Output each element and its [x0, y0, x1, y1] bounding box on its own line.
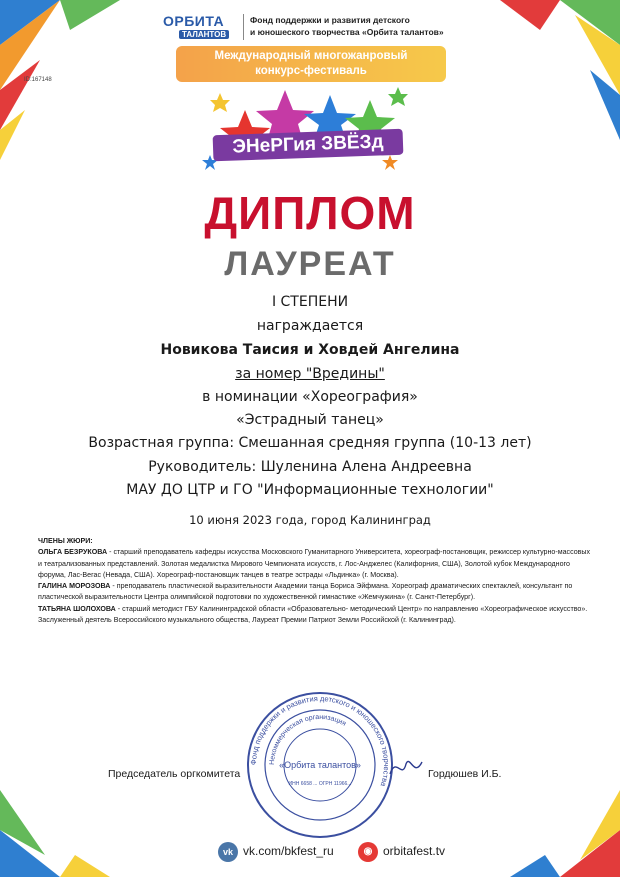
performance-number: за номер "Вредины": [235, 366, 385, 382]
orbita-logo: [163, 13, 241, 41]
banner-line-1: Международный многожанровый: [214, 50, 408, 62]
header-divider: [243, 14, 244, 40]
jury-member-bio: - старший преподаватель кафедры искусства Московского Гуманитарного Университета, хореограф-постановщик, режиссер культурно-массовых и театрализованных представлений. Золотая медалистка Мирового Чемпионата искусств, г. Лос-Анджелес (Калифорния, США), Золотой кубок Международного форума, Лас-Вегас (Невада, США). Хореограф-постановщик танцев в театре эстрады «Льдинка» (г. Москва).: [38, 548, 591, 579]
chair-signature: [388, 752, 428, 782]
decor-tri-tl-green: [60, 0, 120, 30]
organization: МАУ ДО ЦТР и ГО "Информационные технологии": [126, 482, 494, 498]
awarded-label: награждается: [256, 318, 364, 334]
decor-tri-bl-yellow: [60, 855, 110, 877]
orbitafest-link-text: orbitafest.tv: [383, 844, 446, 859]
chair-label: Председатель оргкомитета: [108, 768, 241, 780]
festival-banner: [176, 46, 446, 82]
jury-member-bio: - преподаватель пластической выразительности Академии танца Бориса Эйфмана. Хореограф драматических спектаклей, консультант по пластической выразительности Центра олимпийской подготовки по художественной гимнастике «Жемчужина» (г. Санкт-Петербург).: [38, 582, 573, 602]
jury-member: [38, 547, 594, 581]
jury-member-bio: - старший методист ГБУ Калининградской области «Образовательно- методический Центр» по направлению «Хореографическое искусство». Заслуженный деятель Всероссийского музыкального общества, Лауреат Премии Патриот Земли Российской (г. Калининград).: [38, 604, 588, 625]
awardee-names: Новикова Таисия и Ховдей Ангелина: [160, 342, 460, 358]
star-small-orange-icon: [382, 155, 398, 170]
degree: I СТЕПЕНИ: [271, 294, 349, 310]
nomination: в номинации «Хореография»: [202, 389, 418, 405]
date-place: 10 июня 2023 года, город Калининград: [189, 513, 431, 527]
jury-section: [38, 536, 594, 626]
laureate-rank: ЛАУРЕАТ: [224, 245, 396, 283]
orbitafest-link[interactable]: [358, 842, 445, 862]
jury-member: [38, 604, 594, 627]
age-group: Возрастная группа: Смешанная средняя группа (10-13 лет): [88, 435, 532, 451]
logo-word-text: ЭНеРГия ЗВЁЗд: [232, 131, 384, 158]
stamp-center-text: «Орбита талантов»: [279, 760, 361, 770]
vk-link-text: vk.com/bkfest_ru: [243, 844, 334, 859]
decor-tri-tr-red: [500, 0, 560, 30]
vk-link[interactable]: [218, 842, 334, 862]
stamp-codes: ИНН 6658 ... ОГРН 11966...: [288, 781, 352, 787]
jury-heading: ЧЛЕНЫ ЖЮРИ:: [38, 537, 93, 545]
organization-stamp: [245, 690, 395, 840]
decor-tri-br-red: [560, 830, 620, 877]
jury-member-name: ТАТЬЯНА ШОЛОХОВА: [38, 604, 116, 613]
banner-line-2: конкурс-фестиваль: [255, 65, 367, 77]
id-number: ID:167148: [24, 77, 52, 83]
fund-line-2: и юношеского творчества «Орбита талантов»: [250, 27, 444, 37]
fund-name: [250, 14, 444, 38]
energy-of-stars-logo: [190, 85, 420, 187]
decor-tri-br-blue: [510, 855, 560, 877]
jury-member-name: ОЛЬГА БЕЗРУКОВА: [38, 548, 108, 557]
performance-line: [0, 366, 620, 382]
stamp-outer-text: Фонд поддержки и развития детского и юношеского творчества: [248, 693, 392, 788]
star-small-yellow-icon: [210, 93, 230, 112]
orbita-logo-top: ОРБИТА: [163, 13, 225, 29]
stamp-middle-text: Некоммерческая организация: [268, 713, 348, 766]
diploma-title: ДИПЛОМ: [204, 187, 416, 239]
dance-style: «Эстрадный танец»: [236, 412, 384, 428]
fund-line-1: Фонд поддержки и развития детского: [250, 15, 410, 25]
orbita-logo-bottom: ТАЛАНТОВ: [179, 30, 229, 39]
jury-member-name: ГАЛИНА МОРОЗОВА: [38, 582, 111, 591]
star-small-green-icon: [388, 87, 408, 106]
vk-icon: vk: [218, 842, 238, 862]
leader: Руководитель: Шуленина Алена Андреевна: [148, 459, 472, 475]
chair-name: Гордюшев И.Б.: [428, 768, 502, 780]
orbita-icon: ◉: [358, 842, 378, 862]
jury-member: [38, 581, 594, 604]
